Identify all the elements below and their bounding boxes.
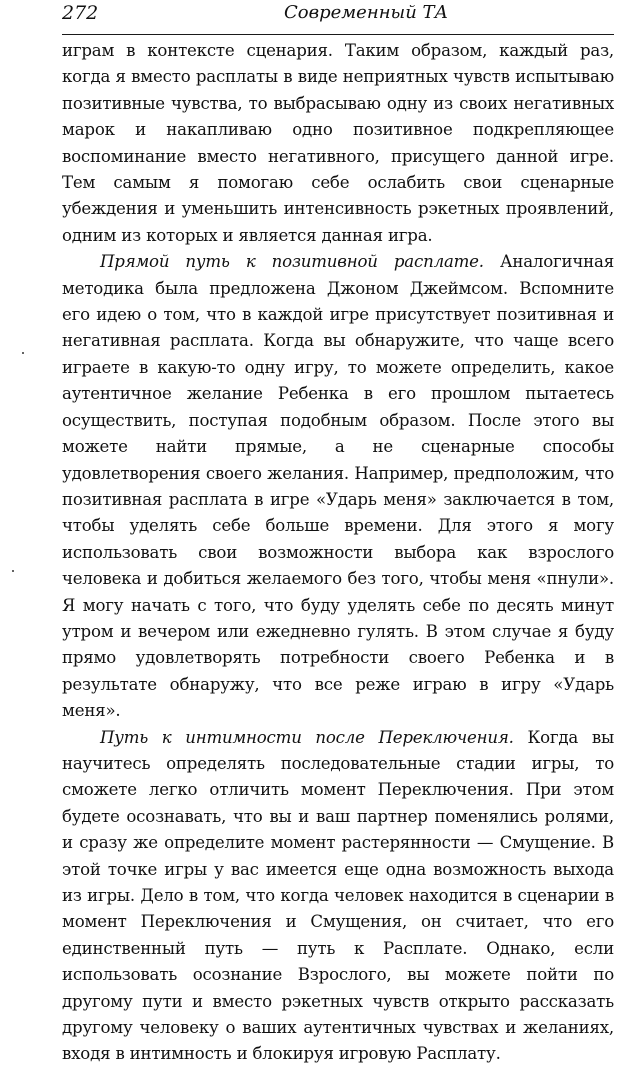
paragraph-continuation [62, 38, 614, 249]
page-number: 272 [62, 2, 99, 24]
paragraph-text: играм в контексте сценария. Таким образом, каждый раз, когда я вместо расплаты в виде неприятных чувств испытываю позитивные чувства, то выбрасываю одну из своих негативных марок и накапливаю одно позитивное подкрепляющее воспоминание вместо негативного, присущего данной игре. Тем самым я помогаю себе ослабить свои сценарные убеждения и уменьшить интенсивность рэкетных проявлений, одним из которых и является данная игра. [62, 41, 614, 245]
paragraph-lead-heading: Путь к интимности после Переключения. [100, 727, 514, 747]
paragraph-text: Аналогичная методика была предложена Джоном Джеймсом. Вспомните его идею о том, что в каждой игре присутствует позитивная и негативная расплата. Когда вы обнаружите, что чаще всего играете в какую-то одну игру, то можете определить, какое аутентичное желание Ребенка в его прошлом пытаетесь осуществить, поступая подобным образом. После этого вы можете найти прямые, а не сценарные способы удовлетворения своего желания. Например, предположим, что позитивная расплата в игре «Ударь меня» заключается в том, чтобы уделять себе больше времени. Для этого я могу использовать свои возможности выбора как взрослого человека и добиться желаемого без того, чтобы меня «пнули». Я могу начать с того, что буду уделять себе по десять минут утром и вечером или ежедневно гулять. В этом случае я буду прямо удовлетворять потребности своего Ребенка и в результате обнаружу, что все реже играю в игру «Ударь меня». [62, 252, 614, 721]
paragraph-lead-heading: Прямой путь к позитивной расплате. [100, 252, 484, 272]
margin-speck [22, 352, 24, 354]
running-header [62, 0, 614, 35]
paragraph-direct-path [62, 249, 614, 724]
paragraph-intimacy-path [62, 725, 614, 1068]
margin-speck [12, 570, 14, 572]
body-text [62, 38, 614, 1068]
paragraph-text: Когда вы научитесь определять последовательные стадии игры, то сможете легко отличить момент Переключения. При этом будете осознавать, что вы и ваш партнер поменялись ролями, и сразу же определите момент растерянности — Смущение. В этой точке игры у вас имеется еще одна возможность выхода из игры. Дело в том, что когда человек находится в сценарии в момент Переключения и Смущения, он считает, что его единственный путь — путь к Расплате. Однако, если использовать осознание Взрослого, вы можете пойти по другому пути и вместо рэкетных чувств открыто рассказать другому человеку о ваших аутентичных чувствах и желаниях, входя в интимность и блокируя игровую Расплату. [62, 727, 615, 1064]
running-title: Современный ТА [284, 2, 449, 23]
